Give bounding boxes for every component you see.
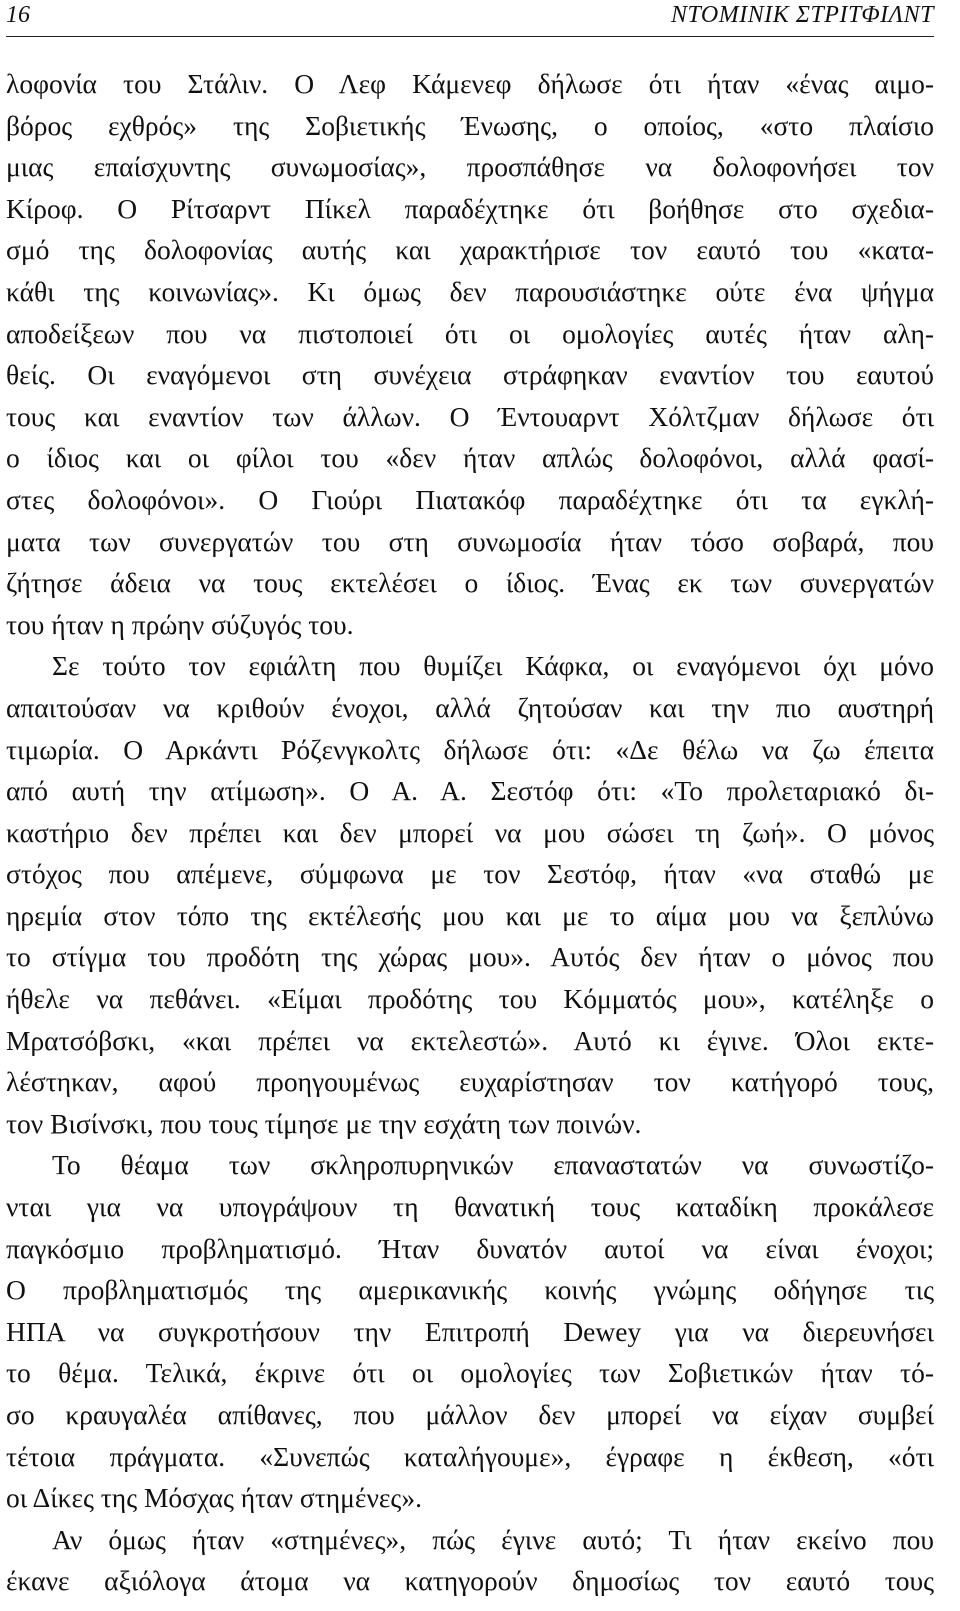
- paragraph: [6, 645, 934, 1144]
- text-line: τον Βισίνσκι, που τους τίμησε με την εσχάτη των ποινών.: [6, 1107, 642, 1139]
- text-line: μιας επαίσχυντης συνωμοσίας», προσπάθησε να δολοφονήσει τον: [6, 151, 934, 183]
- text-line: το θέμα. Τελικά, έκρινε ότι οι ομολογίες των Σοβιετικών ήταν τό-: [6, 1357, 934, 1389]
- text-line: Αν όμως ήταν «στημένες», πώς έγινε αυτό; Τι ήταν εκείνο που: [52, 1523, 934, 1555]
- text-line: βόρος εχθρός» της Σοβιετικής Ένωσης, ο οποίος, «στο πλαίσιο: [6, 109, 934, 141]
- page-number: 16: [6, 2, 30, 28]
- text-line: Σε τούτο τον εφιάλτη που θυμίζει Κάφκα, οι εναγόμενοι όχι μόνο: [52, 650, 934, 682]
- text-line: απαιτούσαν να κριθούν ένοχοι, αλλά ζητούσαν και την πιο αυστηρή: [6, 691, 934, 723]
- text-line: λοφονία του Στάλιν. Ο Λεφ Κάμενεφ δήλωσε ότι ήταν «ένας αιμο-: [6, 68, 934, 99]
- text-line: λέστηκαν, αφού προηγουμένως ευχαρίστησαν τον κατήγορό τους,: [6, 1066, 934, 1098]
- text-line: Ο προβληματισμός της αμερικανικής κοινής γνώμης οδήγησε τις: [6, 1274, 934, 1306]
- paragraph: [6, 1519, 934, 1602]
- text-line: τέτοια πράγματα. «Συνεπώς καταλήγουμε», έγραφε η έκθεση, «ότι: [6, 1440, 934, 1472]
- text-line: σμό της δολοφονίας αυτής και χαρακτήρισε τον εαυτό του «κατα-: [6, 234, 934, 266]
- text-line: στες δολοφόνοι». Ο Γιούρι Πιατακόφ παραδέχτηκε ότι τα εγκλή-: [6, 483, 934, 515]
- text-line: ζήτησε άδεια να τους εκτελέσει ο ίδιος. Ένας εκ των συνεργατών: [6, 567, 934, 599]
- text-line: Το θέαμα των σκληροπυρηνικών επαναστατών να συνωστίζο-: [52, 1149, 934, 1181]
- text-line: αποδείξεων που να πιστοποιεί ότι οι ομολογίες αυτές ήταν αλη-: [6, 317, 934, 349]
- running-title: ΝΤΟΜΙΝΙΚ ΣΤΡΙΤΦΙΛΝΤ: [670, 2, 934, 28]
- text-line: από αυτή την ατίμωση». Ο Α. Α. Σεστόφ ότι: «Το προλεταριακό δι-: [6, 775, 934, 807]
- book-page: [6, 0, 934, 1611]
- text-line: τους και εναντίον των άλλων. Ο Έντουαρντ Χόλτζμαν δήλωσε ότι: [6, 400, 934, 432]
- text-line: παγκόσμιο προβληματισμό. Ήταν δυνατόν αυτοί να είναι ένοχοι;: [6, 1232, 934, 1264]
- running-header: [6, 0, 934, 37]
- body-text: [6, 63, 934, 1602]
- text-line: στόχος που απέμενε, σύμφωνα με τον Σεστόφ, ήταν «να σταθώ με: [6, 858, 934, 890]
- text-line: καστήριο δεν πρέπει και δεν μπορεί να μου σώσει τη ζωή». Ο μόνος: [6, 816, 934, 848]
- paragraph: [6, 63, 934, 645]
- text-line: ο ίδιος και οι φίλοι του «δεν ήταν απλώς δολοφόνοι, αλλά φασί-: [6, 442, 934, 474]
- text-line: ΗΠΑ να συγκροτήσουν την Επιτροπή Dewey για να διερευνήσει: [6, 1315, 934, 1347]
- text-line: ματα των συνεργατών του στη συνωμοσία ήταν τόσο σοβαρά, που: [6, 525, 934, 557]
- text-line: σο κραυγαλέα απίθανες, που μάλλον δεν μπορεί να είχαν συμβεί: [6, 1399, 934, 1430]
- text-line: έκανε αξιόλογα άτομα να κατηγορούν δημοσίως τον εαυτό τους: [6, 1565, 934, 1597]
- paragraph: [6, 1144, 934, 1518]
- text-line: τιμωρία. Ο Αρκάντι Ρόζενγκολτς δήλωσε ότι: «Δε θέλω να ζω έπειτα: [6, 733, 934, 765]
- text-line: νται για να υπογράψουν τη θανατική τους καταδίκη προκάλεσε: [6, 1191, 934, 1223]
- text-line: του ήταν η πρώην σύζυγός του.: [6, 608, 354, 640]
- text-line: κάθι της κοινωνίας». Κι όμως δεν παρουσιάστηκε ούτε ένα ψήγμα: [6, 275, 934, 307]
- text-line: θείς. Οι εναγόμενοι στη συνέχεια στράφηκαν εναντίον του εαυτού: [6, 359, 934, 391]
- text-line: Κίροφ. Ο Ρίτσαρντ Πίκελ παραδέχτηκε ότι βοήθησε στο σχεδια-: [6, 192, 934, 224]
- text-line: ηρεμία στον τόπο της εκτέλεσής μου και με το αίμα μου να ξεπλύνω: [6, 899, 934, 931]
- text-line: το στίγμα του προδότη της χώρας μου». Αυτός δεν ήταν ο μόνος που: [6, 941, 934, 973]
- text-line: Μρατσόβσκι, «και πρέπει να εκτελεστώ». Αυτό κι έγινε. Όλοι εκτε-: [6, 1024, 934, 1056]
- text-line: ήθελε να πεθάνει. «Είμαι προδότης του Κόμματός μου», κατέληξε ο: [6, 983, 934, 1015]
- text-line: οι Δίκες της Μόσχας ήταν στημένες».: [6, 1482, 422, 1514]
